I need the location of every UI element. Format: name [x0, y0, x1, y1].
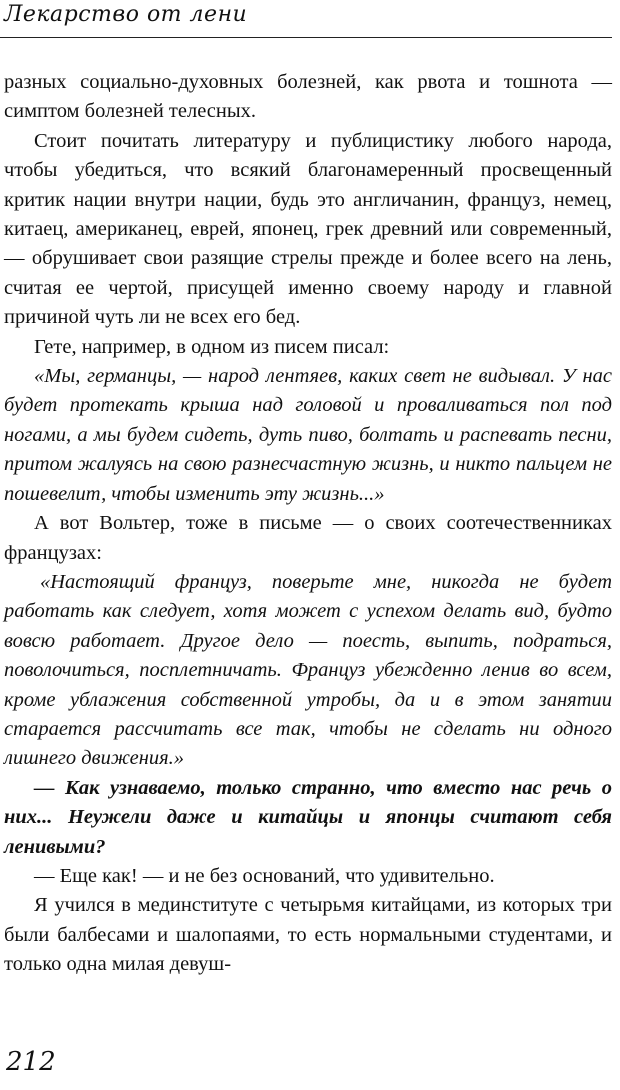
- page-number: 212: [6, 1047, 56, 1077]
- paragraph: Гете, например, в одном из писем писал:: [34, 335, 390, 358]
- header-rule: [0, 37, 612, 38]
- paragraph-continuation: разных социально-духовных болезней, как рвота и тошнота — симптом болезней телесных.: [4, 71, 612, 123]
- interviewer-question: — Как узнаваемо, только странно, что вместо нас речь о них... Неужели даже и китайцы и японцы считают себя ленивыми?: [4, 776, 612, 858]
- quote-goethe: «Мы, германцы, — народ лентяев, каких свет не видывал. У нас будет протекать крыша над головой и проваливаться пол под ногами, а мы будем сидеть, дуть пиво, болтать и распевать песни, притом жалуясь на свою разнесчастную жизнь, и никто пальцем не пошевелит, чтобы изменить эту жизнь...»: [4, 365, 612, 505]
- quote-voltaire: «Настоящий француз, поверьте мне, никогда не будет работать как следует, хотя может с успехом делать вид, будто вовсю работает. Другое дело — поесть, выпить, подраться, поволочиться, посплетничать. Француз убежденно ленив во всем, кроме ублажения собственной утробы, да и в этом занятии старается рассчитать все так, чтобы не сделать ни одного лишнего движения.»: [4, 570, 612, 770]
- paragraph: Стоит почитать литературу и публицистику любого народа, чтобы убедиться, что всякий благонамеренный просвещенный критик нации внутри нации, будь это англичанин, француз, немец, китаец, американец, еврей, японец, грек древний или современный, — обрушивает свои разящие стрелы прежде и более всего на лень, считая ее чертой, присущей именно своему народу и главной причиной чуть ли не всех его бед.: [4, 129, 612, 329]
- paragraph: Я учился в мединституте с четырьмя китайцами, из которых три были балбесами и шалопаями, то есть нормальными студентами, и только одна милая девуш-: [4, 894, 612, 976]
- running-title: Лекарство от лени: [4, 2, 248, 27]
- body-text: [4, 68, 612, 980]
- paragraph: — Еще как! — и не без оснований, что удивительно.: [34, 864, 495, 887]
- paragraph: А вот Вольтер, тоже в письме — о своих соотечественниках французах:: [4, 512, 612, 564]
